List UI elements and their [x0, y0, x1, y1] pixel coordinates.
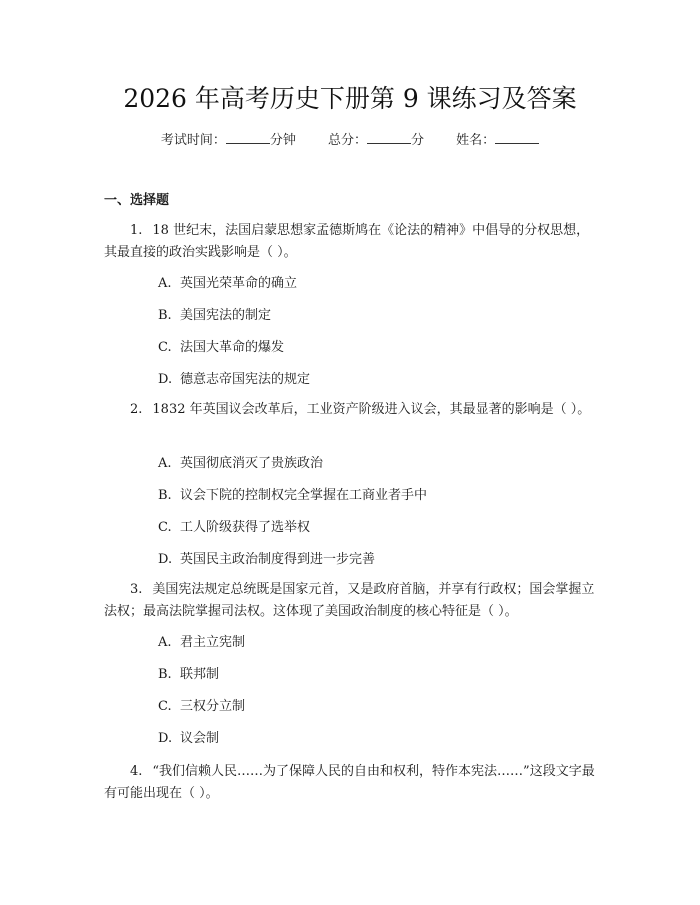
question-1-option-b [158, 307, 271, 325]
option-letter: D. [158, 731, 173, 746]
question-text: 美国宪法规定总统既是国家元首，又是政府首脑，并享有行政权；国会掌握立法权；最高法院掌握司法权。这体现了美国政治制度的核心特征是（ ）。 [104, 582, 595, 619]
question-text: “我们信赖人民……为了保障人民的自由和权利，特作本宪法……”这段文字最有可能出现在（ ）。 [104, 764, 595, 801]
question-number: 3. [130, 582, 143, 597]
time-field [161, 133, 300, 148]
option-letter: C. [158, 340, 172, 355]
time-unit: 分钟 [269, 133, 296, 148]
question-2-option-d [158, 551, 375, 569]
option-letter: B. [158, 667, 172, 682]
question-3 [104, 579, 600, 623]
question-text: 1832 年英国议会改革后，工业资产阶级进入议会，其最显著的影响是（ ）。 [152, 402, 591, 417]
option-letter: B. [158, 488, 172, 503]
name-blank [495, 131, 539, 144]
option-letter: A. [158, 635, 172, 650]
option-text: 工人阶级获得了选举权 [180, 520, 311, 535]
option-text: 英国民主政治制度得到进一步完善 [180, 552, 376, 567]
question-number: 2. [130, 402, 143, 417]
option-letter: C. [158, 520, 172, 535]
option-text: 英国光荣革命的确立 [180, 276, 298, 291]
time-blank [226, 131, 270, 144]
option-letter: D. [158, 552, 173, 567]
exam-meta [0, 131, 700, 150]
option-text: 议会制 [180, 731, 220, 746]
score-unit: 分 [411, 133, 425, 148]
document-title: 2026 年高考历史下册第 9 课练习及答案 [123, 84, 577, 113]
option-letter: B. [158, 308, 172, 323]
question-2-option-c [158, 519, 310, 537]
option-text: 美国宪法的制定 [180, 308, 272, 323]
question-2-option-b [158, 487, 427, 505]
question-3-option-b [158, 666, 219, 684]
option-text: 联邦制 [180, 667, 220, 682]
question-2 [104, 399, 600, 421]
option-text: 君主立宪制 [180, 635, 246, 650]
question-3-option-a [158, 634, 245, 652]
question-number: 1. [130, 223, 143, 238]
question-4 [104, 761, 600, 805]
score-field [328, 133, 428, 148]
question-1-option-c [158, 339, 284, 357]
option-text: 三权分立制 [180, 699, 246, 714]
question-2-option-a [158, 455, 323, 473]
question-3-option-c [158, 698, 245, 716]
name-field [456, 133, 539, 148]
score-label: 总分： [327, 133, 367, 148]
option-text: 英国彻底消灭了贵族政治 [180, 456, 324, 471]
question-1-option-d [158, 371, 310, 389]
question-text: 18 世纪末，法国启蒙思想家孟德斯鸠在《论法的精神》中倡导的分权思想，其最直接的政治实践影响是（ ）。 [104, 223, 590, 260]
option-text: 议会下院的控制权完全掌握在工商业者手中 [180, 488, 428, 503]
option-letter: A. [158, 276, 172, 291]
option-text: 德意志帝国宪法的规定 [180, 372, 311, 387]
name-label: 姓名： [456, 133, 496, 148]
time-label: 考试时间： [160, 133, 226, 148]
question-number: 4. [130, 764, 143, 779]
option-text: 法国大革命的爆发 [180, 340, 285, 355]
option-letter: D. [158, 372, 173, 387]
question-1-option-a [158, 275, 297, 293]
question-3-option-d [158, 730, 219, 748]
section-heading: 一、选择题 [104, 193, 170, 208]
option-letter: A. [158, 456, 172, 471]
score-blank [367, 131, 411, 144]
option-letter: C. [158, 699, 172, 714]
question-1 [104, 220, 600, 264]
